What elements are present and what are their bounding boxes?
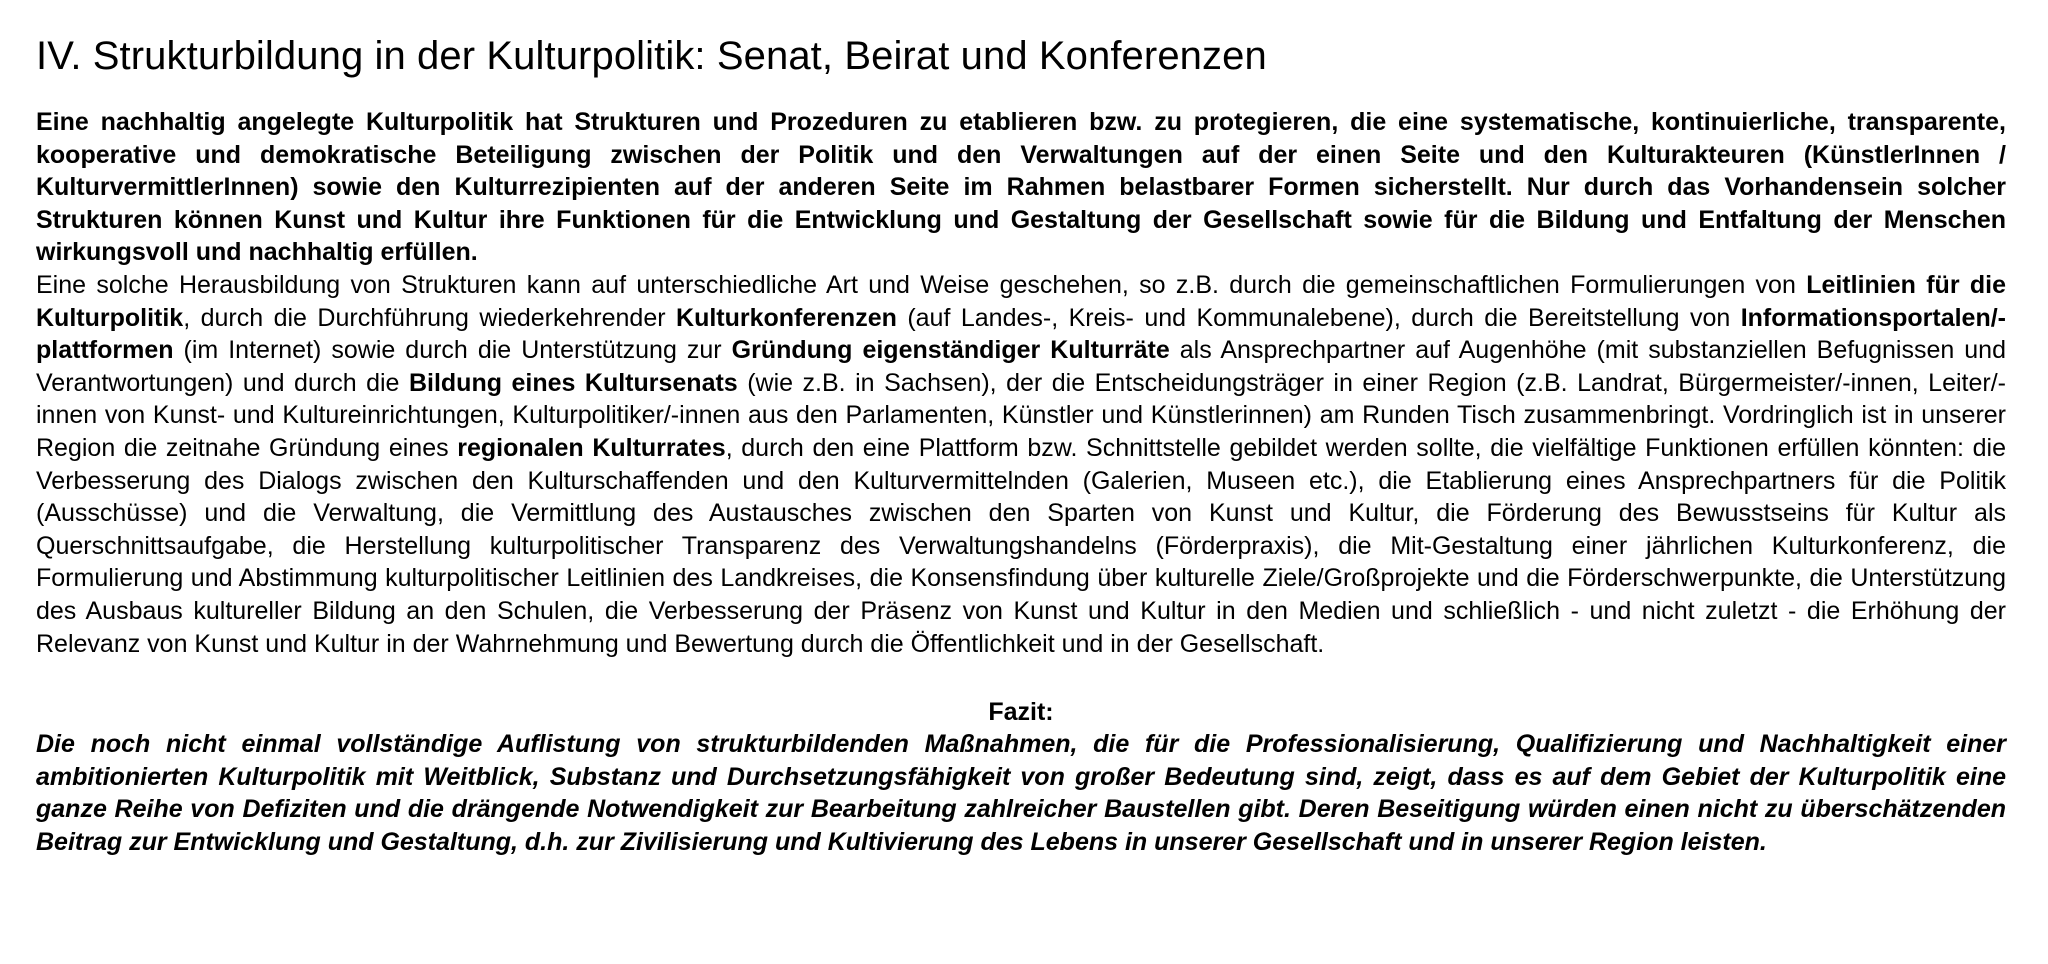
body-text-segment: als Ansprechpartner auf Augenhöhe (mit substanziellen Befugnissen und Verantwortungen) und durch die bbox=[36, 336, 2006, 397]
highlight-kulturkonferenzen: Kulturkonferenzen bbox=[676, 303, 897, 332]
highlight-regionaler-kulturrat: regionalen Kulturrates bbox=[457, 433, 726, 462]
body-text-segment: , durch den eine Plattform bzw. Schnittstelle gebildet werden sollte, die vielfältige Funktionen erfüllen könnten: die Verbesserung des Dialogs zwischen den Kulturschaffenden und den Kulturvermittelnden (Galerien, Museen etc.), die Etablierung eines Ansprechpartners für die Politik (Ausschüsse) und die Verwaltung, die Vermittlung des Austausches zwischen den Sparten von Kunst und Kultur, die Förderung des Bewusstseins für Kultur als Querschnittsaufgabe, die Herstellung kulturpolitischer Transparenz des Verwaltungshandelns (Förderpraxis), die Mit-Gestaltung einer jährlichen Kulturkonferenz, die Formulierung und Abstimmung kulturpolitischer Leitlinien des Landkreises, die Konsensfindung über kulturelle Ziele/Großprojekte und die Förderschwerpunkte, die Unterstützung des Ausbaus kultureller Bildung an den Schulen, die Verbesserung der Präsenz von Kunst und Kultur in den Medien und schließlich - und nicht zuletzt - die Erhöhung der Relevanz von Kunst und Kultur in der Wahrnehmung und Bewertung durch die Öffentlichkeit und in der Gesellschaft. bbox=[36, 433, 2006, 658]
highlight-kultursenat: Bildung eines Kultursenats bbox=[408, 368, 738, 397]
body-text-segment: Eine solche Herausbildung von Strukturen kann auf unterschiedliche Art und Weise geschehen, so z.B. durch die gemeinschaftlichen Formulierungen von bbox=[36, 270, 1807, 299]
body-text-segment: (auf Landes-, Kreis- und Kommunalebene), durch die Bereitstellung von bbox=[896, 303, 1741, 332]
page-title: IV. Strukturbildung in der Kulturpolitik: Senat, Beirat und Konferenzen bbox=[36, 34, 1267, 78]
body-text-segment: (im Internet) sowie durch die Unterstützung zur bbox=[173, 336, 732, 365]
body-text-segment: (wie z.B. in Sachsen), der die Entscheidungsträger in einer Region (z.B. Landrat, Bürgermeister/-innen, Leiter/-innen von Kunst- und Kultureinrichtungen, Kulturpolitiker/-innen aus den Parlamenten, Künstler und Künstlerinnen) am Runden Tisch zusammenbringt. Vordringlich ist in unserer Region die zeitnahe Gründung eines bbox=[36, 368, 2006, 462]
body-text-segment: , durch die Durchführung wiederkehrender bbox=[183, 303, 677, 332]
body-paragraph bbox=[36, 269, 2006, 660]
highlight-leitlinien: Leitlinien für die Kulturpolitik bbox=[36, 270, 2006, 332]
highlight-informationsportale: Informationsportalen/-plattformen bbox=[36, 303, 2006, 365]
lead-paragraph: Eine nachhaltig angelegte Kulturpolitik hat Strukturen und Prozeduren zu etablieren bzw. zu protegieren, die eine systematische, kontinuierliche, transparente, kooperative und demokratische Beteiligung zwischen der Politik und den Verwaltungen auf der einen Seite und den Kulturakteuren (KünstlerInnen / KulturvermittlerInnen) sowie den Kulturrezipienten auf der anderen Seite im Rahmen belastbarer Formen sicherstellt. Nur durch das Vorhandensein solcher Strukturen können Kunst und Kultur ihre Funktionen für die Entwicklung und Gestaltung der Gesellschaft sowie für die Bildung und Entfaltung der Menschen wirkungsvoll und nachhaltig erfüllen. bbox=[36, 108, 2006, 267]
fazit-paragraph: Die noch nicht einmal vollständige Auflistung von strukturbildenden Maßnahmen, die für die Professionalisierung, Qualifizierung und Nachhaltigkeit einer ambitionierten Kulturpolitik mit Weitblick, Substanz und Durchsetzungsfähigkeit von großer Bedeutung sind, zeigt, dass es auf dem Gebiet der Kulturpolitik eine ganze Reihe von Defiziten und die drängende Notwendigkeit zur Bearbeitung zahlreicher Baustellen gibt. Deren Beseitigung würden einen nicht zu überschätzenden Beitrag zur Entwicklung und Gestaltung, d.h. zur Zivilisierung und Kultivierung des Lebens in unserer Gesellschaft und in unserer Region leisten. bbox=[36, 730, 2006, 856]
highlight-kulturraete: Gründung eigenständiger Kulturräte bbox=[731, 336, 1170, 365]
fazit-heading: Fazit: bbox=[988, 698, 1054, 727]
